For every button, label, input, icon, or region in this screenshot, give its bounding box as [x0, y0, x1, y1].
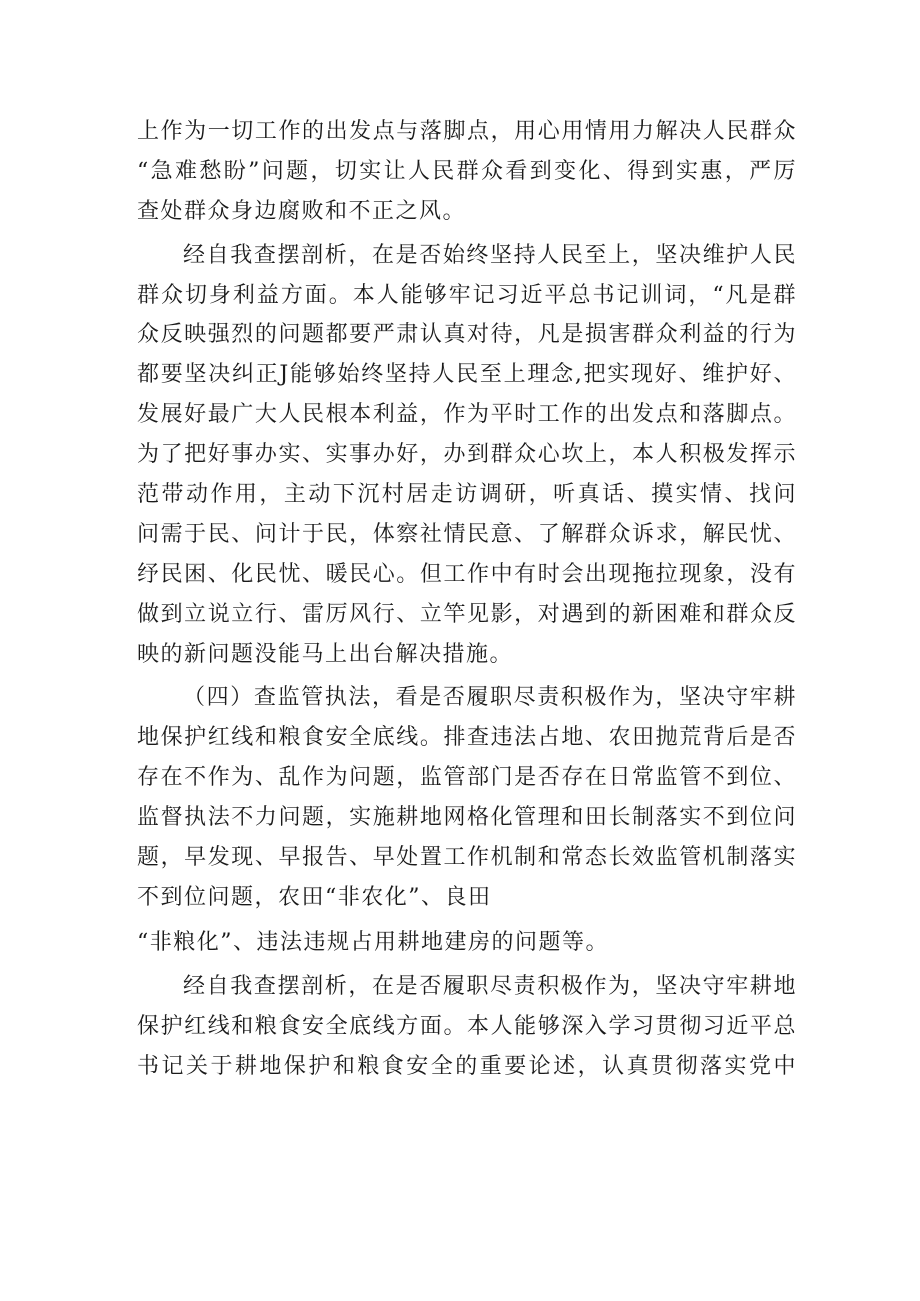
text-line: 纾民困、化民忧、暖民心。但工作中有时会出现拖拉现象，没有 [137, 562, 797, 587]
text-line: 题，早发现、早报告、早处置工作机制和常态长效监管机制落实 [137, 845, 797, 870]
paragraph-start-line: 经自我查摆剖析，在是否始终坚持人民至上，坚决维护人民 [183, 243, 797, 268]
text-line: 映的新问题没能马上出台解决措施。 [137, 642, 514, 667]
text-line: 监督执法不力问题，实施耕地网格化管理和田长制落实不到位问 [137, 805, 797, 830]
text-line: 问需于民、问计于民，体察社情民意、了解群众诉求，解民忧、 [137, 522, 797, 547]
text-line: 群众切身利益方面。本人能够牢记习近平总书记训词，“凡是群 [137, 283, 797, 308]
text-line: 存在不作为、乱作为问题，监管部门是否存在日常监管不到位、 [137, 765, 797, 790]
paragraph-start-line: 经自我查摆剖析，在是否履职尽责积极作为，坚决守牢耕地 [183, 974, 797, 999]
text-line: 上作为一切工作的出发点与落脚点，用心用情用力解决人民群众 [137, 119, 797, 144]
text-line: 发展好最广大人民根本利益，作为平时工作的出发点和落脚点。 [137, 402, 797, 427]
text-line: 为了把好事办实、实事办好，办到群众心坎上，本人积极发挥示 [137, 442, 797, 467]
text-line: 查处群众身边腐败和不正之风。 [137, 199, 467, 224]
text-line: 范带动作用，主动下沉村居走访调研，听真话、摸实情、找问 [137, 482, 797, 507]
text-line: 书记关于耕地保护和粮食安全的重要论述，认真贯彻落实党中 [137, 1054, 797, 1079]
text-line: 保护红线和粮食安全底线方面。本人能够深入学习贯彻习近平总 [137, 1014, 797, 1039]
text-line: 不到位问题，农田“非农化”、良田 [137, 885, 492, 910]
text-line: 做到立说立行、雷厉风行、立竿见影，对遇到的新困难和群众反 [137, 602, 797, 627]
text-line: 地保护红线和粮食安全底线。排查违法占地、农田抛荒背后是否 [137, 725, 797, 750]
text-line: 都要坚决纠正J能够始终坚持人民至上理念,把实现好、维护好、 [137, 362, 797, 387]
text-line: 众反映强烈的问题都要严肃认真对待，凡是损害群众利益的行为 [137, 322, 797, 347]
section-heading-line: （四）查监管执法，看是否履职尽责积极作为，坚决守牢耕 [183, 685, 797, 710]
text-line: “急难愁盼”问题，切实让人民群众看到变化、得到实惠，严厉 [137, 159, 797, 184]
text-line: “非粮化”、违法违规占用耕地建房的问题等。 [137, 930, 609, 955]
